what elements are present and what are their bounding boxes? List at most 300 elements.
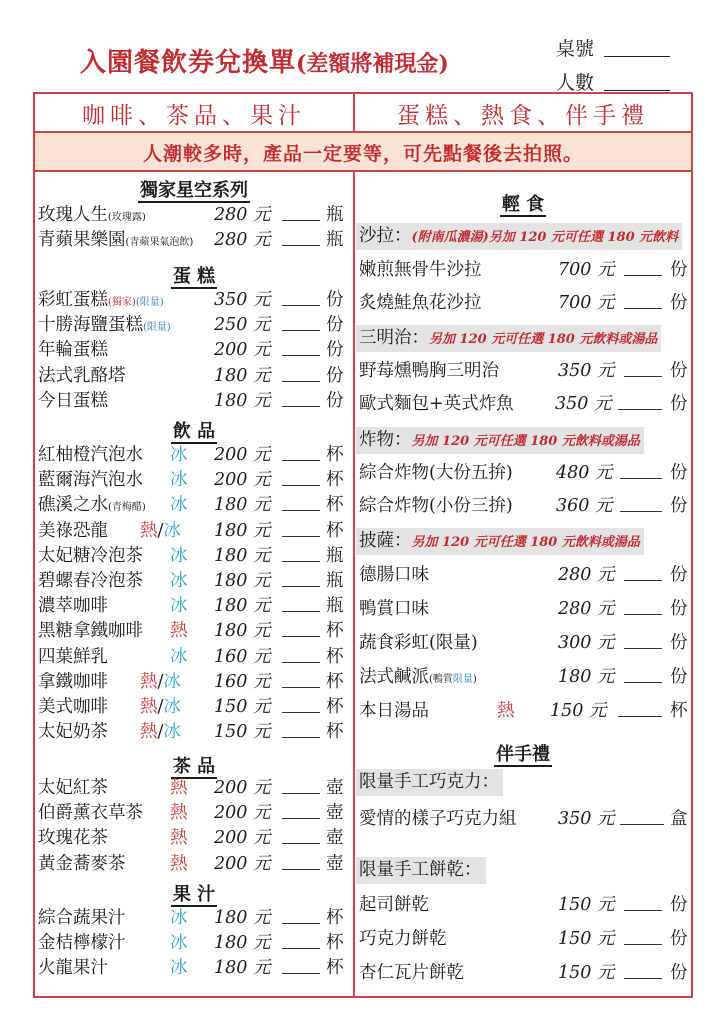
item-unit: 瓶 (326, 205, 344, 225)
temperature-marker (170, 594, 188, 618)
quantity-blank[interactable] (624, 291, 662, 309)
menu-item-row[interactable] (359, 258, 689, 282)
item-name-group (359, 359, 499, 383)
item-name-group (38, 364, 126, 388)
item-name: 玫瑰花茶 (38, 828, 108, 849)
item-name-group (359, 927, 447, 951)
section-title-text: 輕 食 (501, 194, 545, 215)
hot-marker: 熱 (170, 828, 188, 849)
item-name: 年輪蛋糕 (38, 340, 108, 361)
quantity-blank[interactable] (620, 494, 662, 512)
item-unit: 份 (670, 963, 688, 983)
item-price: 180 元 (214, 958, 271, 979)
section-title-text: 茶 品 (172, 756, 216, 777)
menu-item-row[interactable] (359, 461, 689, 485)
item-unit: 份 (326, 390, 344, 411)
menu-item-row[interactable] (38, 493, 348, 517)
quantity-blank[interactable] (282, 203, 320, 221)
hot-marker: 熱 (140, 671, 158, 692)
item-name: 十勝海鹽蛋糕 (38, 315, 143, 336)
item-name-group (38, 203, 146, 230)
item-price: 180 元 (214, 495, 271, 516)
menu-item-row[interactable] (359, 291, 689, 315)
menu-item-row[interactable] (38, 443, 348, 467)
item-annotation: (限量) (135, 297, 164, 308)
subsection-header (356, 325, 661, 352)
item-name-group (38, 569, 143, 593)
item-name: 起司餅乾 (359, 895, 429, 915)
item-unit: 份 (670, 293, 688, 313)
slash-separator: / (157, 722, 164, 743)
item-name-group (38, 619, 143, 643)
iced-marker: 冰 (170, 470, 188, 491)
menu-item-row[interactable] (38, 852, 348, 876)
item-name: 愛情的樣子巧克力組 (359, 809, 517, 829)
item-name: 太妃奶茶 (38, 722, 108, 743)
temperature-marker (170, 776, 188, 800)
iced-marker: 冰 (163, 520, 181, 541)
item-name: 太妃糖冷泡茶 (38, 545, 143, 566)
iced-marker: 冰 (170, 958, 188, 979)
item-name-group (38, 852, 126, 876)
item-name-group (38, 468, 143, 492)
item-unit: 杯 (326, 470, 344, 491)
hot-marker: 熱 (170, 853, 188, 874)
section-title-text: 蛋 糕 (172, 266, 216, 287)
slash-separator: / (157, 671, 164, 692)
quantity-blank[interactable] (620, 807, 664, 825)
item-name-group (38, 443, 143, 467)
item-price: 150 元 (558, 929, 615, 949)
item-name: 法式乳酪塔 (38, 365, 126, 386)
item-name: 今日蛋糕 (38, 390, 108, 411)
subsection-header (356, 528, 644, 555)
quantity-blank[interactable] (282, 569, 320, 587)
item-annotation: (限量) (143, 322, 171, 334)
item-unit: 杯 (326, 908, 344, 928)
menu-item-row[interactable] (359, 392, 689, 416)
quantity-blank[interactable] (618, 699, 662, 717)
item-name: 歐式麵包+英式炸魚 (359, 394, 514, 414)
menu-item-row[interactable] (359, 807, 689, 831)
item-unit: 份 (326, 315, 344, 336)
menu-item-row[interactable] (359, 563, 689, 587)
item-price: 280 元 (558, 565, 615, 585)
notice-banner: 人潮較多時，產品一定要等，可先點餐後去拍照。 (142, 143, 583, 165)
iced-marker: 冰 (170, 495, 188, 516)
item-name-group (38, 288, 164, 315)
temperature-marker (170, 826, 188, 850)
hot-marker: 熱 (140, 697, 158, 717)
item-unit: 份 (670, 394, 688, 414)
item-unit: 杯 (326, 520, 344, 541)
quantity-blank[interactable] (282, 776, 320, 794)
temperature-marker (140, 720, 181, 744)
item-name-group (359, 807, 517, 831)
subsection-label: 沙拉： (359, 226, 412, 246)
item-name: 嫩煎無骨牛沙拉 (359, 260, 482, 280)
subsection-label: 披薩： (359, 531, 412, 551)
quantity-blank[interactable] (282, 645, 320, 663)
subsection-note: 另加 120 元可任選 180 元飲料或湯品 (411, 535, 640, 550)
item-price: 200 元 (214, 340, 271, 361)
item-name-group (38, 670, 108, 694)
quantity-blank[interactable] (282, 313, 320, 331)
item-name-group (359, 461, 513, 485)
item-name-group (38, 313, 171, 340)
item-price: 150 元 (214, 722, 271, 743)
item-name: 伯爵薰衣草茶 (38, 803, 143, 824)
iced-marker: 冰 (170, 545, 188, 566)
quantity-blank[interactable] (282, 228, 320, 246)
section-title-text: 獨家星空系列 (140, 180, 248, 201)
menu-item-row[interactable] (359, 665, 689, 689)
quantity-blank[interactable] (618, 392, 662, 410)
temperature-marker (170, 956, 188, 980)
item-name-group (38, 338, 108, 362)
quantity-blank[interactable] (282, 493, 320, 511)
menu-item-row[interactable] (359, 359, 689, 383)
iced-marker: 冰 (170, 933, 188, 954)
subsection-note: (附南瓜濃湯)另加 120 元可任選 180 元飲料 (411, 230, 679, 245)
item-name: 巧克力餅乾 (359, 929, 447, 949)
temperature-marker (170, 443, 188, 467)
item-unit: 份 (670, 496, 688, 516)
item-unit: 壺 (326, 853, 344, 874)
item-name-group (38, 906, 126, 930)
temperature-marker (140, 695, 181, 719)
item-name-group (359, 563, 429, 587)
item-price: 350 元 (555, 394, 612, 414)
item-price: 180 元 (214, 365, 271, 386)
item-name-group (359, 893, 429, 917)
menu-item-row[interactable] (38, 468, 348, 492)
quantity-blank[interactable] (282, 519, 320, 537)
menu-item-row[interactable] (38, 720, 348, 744)
quantity-blank[interactable] (624, 597, 662, 615)
item-price: 280 元 (558, 599, 615, 619)
menu-item-row[interactable] (359, 631, 689, 655)
item-name: 蔬食彩虹(限量) (359, 633, 478, 653)
temperature-marker (170, 801, 188, 825)
menu-item-row[interactable] (38, 228, 348, 252)
subsection-label: 炸物： (359, 430, 412, 450)
section-title-text: 伴手禮 (496, 744, 550, 765)
item-price: 160 元 (214, 671, 271, 692)
menu-item-row[interactable] (38, 826, 348, 850)
item-name: 藍爾海汽泡水 (38, 470, 143, 491)
item-price: 180 元 (214, 908, 271, 928)
item-name: 本日湯品 (359, 701, 429, 721)
item-name-group (38, 645, 108, 669)
menu-item-row[interactable] (38, 695, 348, 719)
table-number-blank[interactable] (604, 56, 670, 57)
temperature-marker (140, 519, 181, 543)
quantity-blank[interactable] (282, 931, 320, 949)
menu-item-row[interactable] (38, 594, 348, 618)
subsection-label: 三明治： (359, 328, 429, 348)
item-name: 火龍果汁 (38, 958, 108, 979)
item-price: 200 元 (214, 470, 271, 491)
item-unit: 杯 (326, 621, 344, 642)
item-name: 礁溪之水 (38, 495, 108, 516)
menu-item-row[interactable] (359, 927, 689, 951)
menu-item-row[interactable] (38, 338, 348, 362)
item-name: 黃金蕎麥茶 (38, 853, 126, 874)
item-name-group (359, 961, 464, 985)
item-unit: 份 (670, 361, 688, 381)
menu-item-row[interactable] (38, 313, 348, 337)
item-unit: 杯 (326, 933, 344, 954)
temperature-marker (170, 906, 188, 930)
quantity-blank[interactable] (282, 544, 320, 562)
item-name-group (38, 931, 126, 955)
quantity-blank[interactable] (282, 956, 320, 974)
quantity-blank[interactable] (282, 619, 320, 637)
quantity-blank[interactable] (624, 893, 662, 911)
item-price: 180 元 (558, 667, 615, 687)
menu-item-row[interactable] (38, 364, 348, 388)
hot-marker: 熱 (140, 722, 158, 743)
quantity-blank[interactable] (282, 468, 320, 486)
item-price: 180 元 (214, 545, 271, 566)
item-name-group (359, 291, 482, 315)
item-name: 青蘋果樂園 (38, 230, 126, 251)
item-price: 150 元 (550, 701, 607, 721)
quantity-blank[interactable] (282, 364, 320, 382)
iced-marker: 冰 (170, 908, 188, 928)
menu-item-row[interactable] (38, 956, 348, 980)
item-name: 四葉鮮乳 (38, 646, 108, 667)
menu-item-row[interactable] (38, 931, 348, 955)
item-unit: 份 (670, 599, 688, 619)
item-name-group (38, 544, 143, 568)
item-name: 濃萃咖啡 (38, 596, 108, 617)
hot-marker: 熱 (170, 778, 188, 798)
quantity-blank[interactable] (624, 665, 662, 683)
item-name: 杏仁瓦片餅乾 (359, 963, 464, 983)
divider-line (33, 170, 693, 172)
subsection-header (356, 769, 503, 796)
iced-marker: 冰 (170, 596, 188, 617)
item-name-group (359, 597, 429, 621)
people-count-field[interactable] (556, 68, 670, 95)
quantity-blank[interactable] (282, 801, 320, 819)
section-title (35, 176, 353, 202)
quantity-blank[interactable] (624, 631, 662, 649)
item-name: 美祿恐龍 (38, 520, 108, 541)
quantity-blank[interactable] (282, 338, 320, 356)
item-name: 玫瑰人生 (38, 205, 108, 225)
item-price: 200 元 (214, 828, 271, 849)
menu-item-row[interactable] (38, 670, 348, 694)
section-title (355, 190, 691, 216)
item-price: 700 元 (558, 260, 615, 280)
iced-marker: 冰 (170, 646, 188, 667)
section-title-text: 飲 品 (172, 421, 216, 442)
menu-item-row[interactable] (38, 519, 348, 543)
item-annotation: (鴨賞 (429, 674, 453, 685)
item-name-group (359, 258, 482, 282)
hot-marker: 熱 (170, 621, 188, 642)
item-name: 綜合炸物(大份五拚) (359, 463, 513, 483)
item-price: 180 元 (214, 390, 271, 411)
menu-item-row[interactable] (359, 597, 689, 621)
item-price: 200 元 (214, 803, 271, 824)
item-name: 美式咖啡 (38, 697, 108, 717)
item-name: 炙燒鮭魚花沙拉 (359, 293, 482, 313)
table-number-field[interactable] (556, 34, 670, 61)
item-price: 280 元 (214, 230, 271, 251)
section-title-text: 果 汁 (172, 884, 216, 905)
column-divider (353, 172, 355, 997)
item-annotation: ) (472, 674, 477, 685)
item-name-group (359, 665, 477, 692)
menu-item-row[interactable] (38, 389, 348, 413)
temperature-marker (170, 544, 188, 568)
item-price: 360 元 (556, 496, 613, 516)
item-name-group (38, 776, 108, 800)
item-unit: 壺 (326, 803, 344, 824)
item-name-group (38, 389, 108, 413)
menu-item-row[interactable] (359, 893, 689, 917)
quantity-blank[interactable] (620, 461, 662, 479)
table-number-label: 桌號 (556, 38, 595, 60)
item-unit: 杯 (326, 722, 344, 743)
quantity-blank[interactable] (624, 359, 662, 377)
hot-marker: 熱 (170, 803, 188, 824)
people-count-blank[interactable] (604, 90, 670, 91)
item-price: 160 元 (214, 646, 271, 667)
menu-item-row[interactable] (38, 801, 348, 825)
item-price: 150 元 (558, 963, 615, 983)
hot-marker: 熱 (497, 701, 515, 721)
quantity-blank[interactable] (624, 563, 662, 581)
section-title (35, 752, 353, 778)
menu-item-row[interactable] (38, 569, 348, 593)
item-annotation: (青蘋果氣泡飲) (125, 237, 194, 249)
item-price: 150 元 (558, 895, 615, 915)
hot-marker: 熱 (140, 520, 158, 541)
item-price: 180 元 (214, 520, 271, 541)
item-name-group (359, 699, 429, 723)
menu-item-row[interactable] (359, 494, 689, 518)
item-price: 180 元 (214, 596, 271, 617)
item-name: 綜合蔬果汁 (38, 908, 126, 928)
item-unit: 份 (670, 260, 688, 280)
item-unit: 杯 (326, 958, 344, 979)
quantity-blank[interactable] (282, 670, 320, 688)
quantity-blank[interactable] (282, 852, 320, 870)
subsection-note: 另加 120 元可任選 180 元飲料或湯品 (411, 434, 640, 449)
people-count-label: 人數 (556, 72, 595, 94)
item-unit: 盒 (670, 809, 688, 829)
item-name: 黑糖拿鐵咖啡 (38, 621, 143, 642)
item-name-group (38, 720, 108, 744)
item-annotation: (獨家) (108, 297, 136, 308)
item-unit: 瓶 (326, 545, 344, 566)
item-price: 180 元 (214, 933, 271, 954)
item-price: 200 元 (214, 778, 271, 798)
item-name-group (38, 594, 108, 618)
quantity-blank[interactable] (282, 720, 320, 738)
item-unit: 份 (670, 565, 688, 585)
item-unit: 份 (326, 340, 344, 361)
quantity-blank[interactable] (282, 826, 320, 844)
item-unit: 杯 (326, 495, 344, 516)
item-unit: 份 (326, 365, 344, 386)
subsection-note: 另加 120 元可任選 180 元飲料或湯品 (429, 332, 658, 347)
temperature-marker (170, 645, 188, 669)
item-unit: 杯 (326, 671, 344, 692)
item-price: 150 元 (214, 697, 271, 717)
temperature-marker (140, 670, 181, 694)
iced-marker: 冰 (170, 445, 188, 465)
item-price: 350 元 (214, 290, 271, 310)
temperature-marker (170, 619, 188, 643)
menu-item-row[interactable] (359, 961, 689, 985)
quantity-blank[interactable] (624, 927, 662, 945)
item-unit: 瓶 (326, 230, 344, 251)
quantity-blank[interactable] (282, 443, 320, 461)
item-unit: 壺 (326, 828, 344, 849)
item-unit: 杯 (326, 646, 344, 667)
item-unit: 份 (670, 667, 688, 687)
item-name: 野莓燻鴨胸三明治 (359, 361, 499, 381)
slash-separator: / (157, 520, 164, 541)
subsection-label: 限量手工巧克力： (359, 772, 499, 792)
menu-item-row[interactable] (38, 619, 348, 643)
item-name: 金桔檸檬汁 (38, 933, 126, 954)
item-unit: 壺 (326, 778, 344, 798)
quantity-blank[interactable] (624, 258, 662, 276)
menu-item-row[interactable] (359, 699, 689, 723)
item-name: 法式鹹派 (359, 667, 429, 687)
quantity-blank[interactable] (624, 961, 662, 979)
category-right: 蛋糕、熱食、伴手禮 (397, 103, 649, 129)
item-name: 鴨賞口味 (359, 599, 429, 619)
item-price: 280 元 (214, 205, 271, 225)
item-name-group (38, 519, 108, 543)
menu-item-row[interactable] (38, 203, 348, 227)
item-name: 碧螺春冷泡茶 (38, 571, 143, 591)
item-price: 480 元 (556, 463, 613, 483)
item-name: 太妃紅茶 (38, 778, 108, 798)
item-price: 200 元 (214, 853, 271, 874)
menu-item-row[interactable] (38, 645, 348, 669)
item-name-group (359, 494, 513, 518)
menu-item-row[interactable] (38, 288, 348, 312)
menu-item-row[interactable] (38, 544, 348, 568)
menu-item-row[interactable] (38, 776, 348, 800)
item-price: 300 元 (558, 633, 615, 653)
menu-item-row[interactable] (38, 906, 348, 930)
quantity-blank[interactable] (282, 906, 320, 924)
quantity-blank[interactable] (282, 695, 320, 713)
iced-marker: 冰 (163, 697, 181, 717)
item-price: 350 元 (558, 361, 615, 381)
item-name-group (38, 801, 143, 825)
item-unit: 杯 (326, 445, 344, 465)
temperature-marker (170, 569, 188, 593)
quantity-blank[interactable] (282, 389, 320, 407)
slash-separator: / (157, 697, 164, 717)
quantity-blank[interactable] (282, 594, 320, 612)
item-unit: 份 (670, 633, 688, 653)
item-price: 350 元 (558, 809, 615, 829)
quantity-blank[interactable] (282, 288, 320, 306)
item-name-group (359, 392, 514, 416)
